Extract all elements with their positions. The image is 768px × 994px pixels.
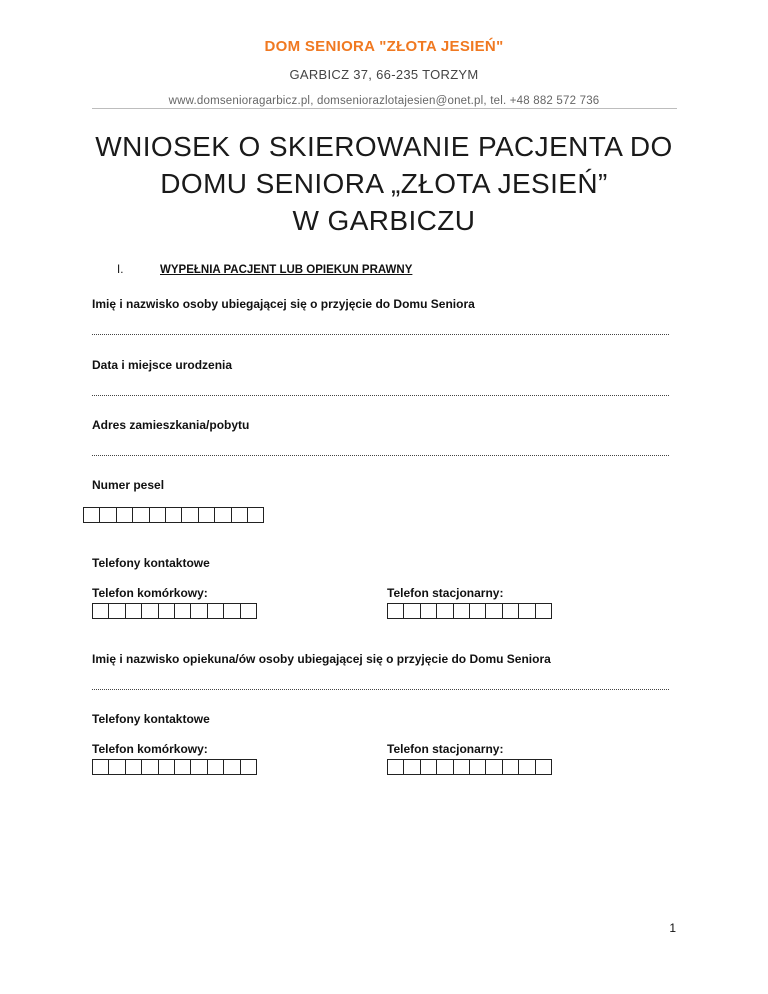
- mobile-phone-boxes[interactable]: [92, 603, 256, 619]
- digit-box[interactable]: [149, 507, 166, 523]
- header-divider: [92, 108, 677, 109]
- digit-box[interactable]: [92, 603, 109, 619]
- digit-box[interactable]: [420, 603, 437, 619]
- organization-contact: www.domsenioragarbicz.pl, domseniorazlotajesien@onet.pl, tel. +48 882 572 736: [168, 95, 600, 107]
- digit-box[interactable]: [518, 603, 535, 619]
- digit-box[interactable]: [132, 507, 149, 523]
- birth-date-place-label: Data i miejsce urodzenia: [92, 358, 233, 372]
- guardian-name-label: Imię i nazwisko opiekuna/ów osoby ubiegającej się o przyjęcie do Domu Seniora: [92, 652, 551, 666]
- digit-box[interactable]: [403, 603, 420, 619]
- digit-box[interactable]: [485, 603, 502, 619]
- title-line-3: W GARBICZU: [292, 205, 476, 236]
- address-field[interactable]: [92, 455, 669, 456]
- digit-box[interactable]: [387, 759, 404, 775]
- digit-box[interactable]: [207, 759, 224, 775]
- digit-box[interactable]: [223, 759, 240, 775]
- digit-box[interactable]: [198, 507, 215, 523]
- digit-box[interactable]: [420, 759, 437, 775]
- landline-phone-boxes[interactable]: [387, 603, 551, 619]
- digit-box[interactable]: [190, 603, 207, 619]
- digit-box[interactable]: [240, 759, 257, 775]
- organization-name: DOM SENIORA "ZŁOTA JESIEŃ": [264, 38, 504, 55]
- document-title: [0, 128, 768, 239]
- mobile-phone-label: Telefon komórkowy:: [92, 586, 208, 600]
- guardian-mobile-label: Telefon komórkowy:: [92, 742, 208, 756]
- digit-box[interactable]: [174, 603, 191, 619]
- digit-box[interactable]: [108, 603, 125, 619]
- digit-box[interactable]: [181, 507, 198, 523]
- digit-box[interactable]: [158, 603, 175, 619]
- digit-box[interactable]: [240, 603, 257, 619]
- digit-box[interactable]: [535, 603, 552, 619]
- digit-box[interactable]: [387, 603, 404, 619]
- digit-box[interactable]: [92, 759, 109, 775]
- digit-box[interactable]: [83, 507, 100, 523]
- digit-box[interactable]: [469, 603, 486, 619]
- digit-box[interactable]: [125, 759, 142, 775]
- guardian-name-field[interactable]: [92, 689, 669, 690]
- digit-box[interactable]: [485, 759, 502, 775]
- guardian-landline-boxes[interactable]: [387, 759, 551, 775]
- digit-box[interactable]: [190, 759, 207, 775]
- landline-phone-label: Telefon stacjonarny:: [387, 586, 504, 600]
- digit-box[interactable]: [108, 759, 125, 775]
- digit-box[interactable]: [453, 603, 470, 619]
- digit-box[interactable]: [436, 603, 453, 619]
- digit-box[interactable]: [535, 759, 552, 775]
- digit-box[interactable]: [165, 507, 182, 523]
- digit-box[interactable]: [502, 603, 519, 619]
- digit-box[interactable]: [453, 759, 470, 775]
- applicant-name-field[interactable]: [92, 334, 669, 335]
- digit-box[interactable]: [469, 759, 486, 775]
- digit-box[interactable]: [436, 759, 453, 775]
- title-line-2: DOMU SENIORA „ZŁOTA JESIEŃ”: [160, 168, 608, 199]
- digit-box[interactable]: [247, 507, 264, 523]
- page-number: 1: [669, 921, 676, 935]
- pesel-label: Numer pesel: [92, 478, 165, 492]
- digit-box[interactable]: [141, 603, 158, 619]
- digit-box[interactable]: [158, 759, 175, 775]
- digit-box[interactable]: [116, 507, 133, 523]
- birth-date-place-field[interactable]: [92, 395, 669, 396]
- applicant-name-label: Imię i nazwisko osoby ubiegającej się o przyjęcie do Domu Seniora: [92, 297, 475, 311]
- guardian-landline-label: Telefon stacjonarny:: [387, 742, 504, 756]
- digit-box[interactable]: [403, 759, 420, 775]
- digit-box[interactable]: [502, 759, 519, 775]
- title-line-1: WNIOSEK O SKIEROWANIE PACJENTA DO: [95, 131, 673, 162]
- digit-box[interactable]: [518, 759, 535, 775]
- guardian-mobile-boxes[interactable]: [92, 759, 256, 775]
- digit-box[interactable]: [223, 603, 240, 619]
- section-number: I.: [117, 264, 124, 276]
- section-title: WYPEŁNIA PACJENT LUB OPIEKUN PRAWNY: [160, 264, 413, 276]
- digit-box[interactable]: [231, 507, 248, 523]
- digit-box[interactable]: [214, 507, 231, 523]
- digit-box[interactable]: [125, 603, 142, 619]
- digit-box[interactable]: [99, 507, 116, 523]
- digit-box[interactable]: [174, 759, 191, 775]
- digit-box[interactable]: [141, 759, 158, 775]
- organization-address: GARBICZ 37, 66-235 TORZYM: [289, 67, 479, 82]
- guardian-phones-heading: Telefony kontaktowe: [92, 712, 210, 726]
- phones-heading: Telefony kontaktowe: [92, 556, 210, 570]
- pesel-boxes[interactable]: [83, 507, 263, 523]
- digit-box[interactable]: [207, 603, 224, 619]
- address-label: Adres zamieszkania/pobytu: [92, 418, 250, 432]
